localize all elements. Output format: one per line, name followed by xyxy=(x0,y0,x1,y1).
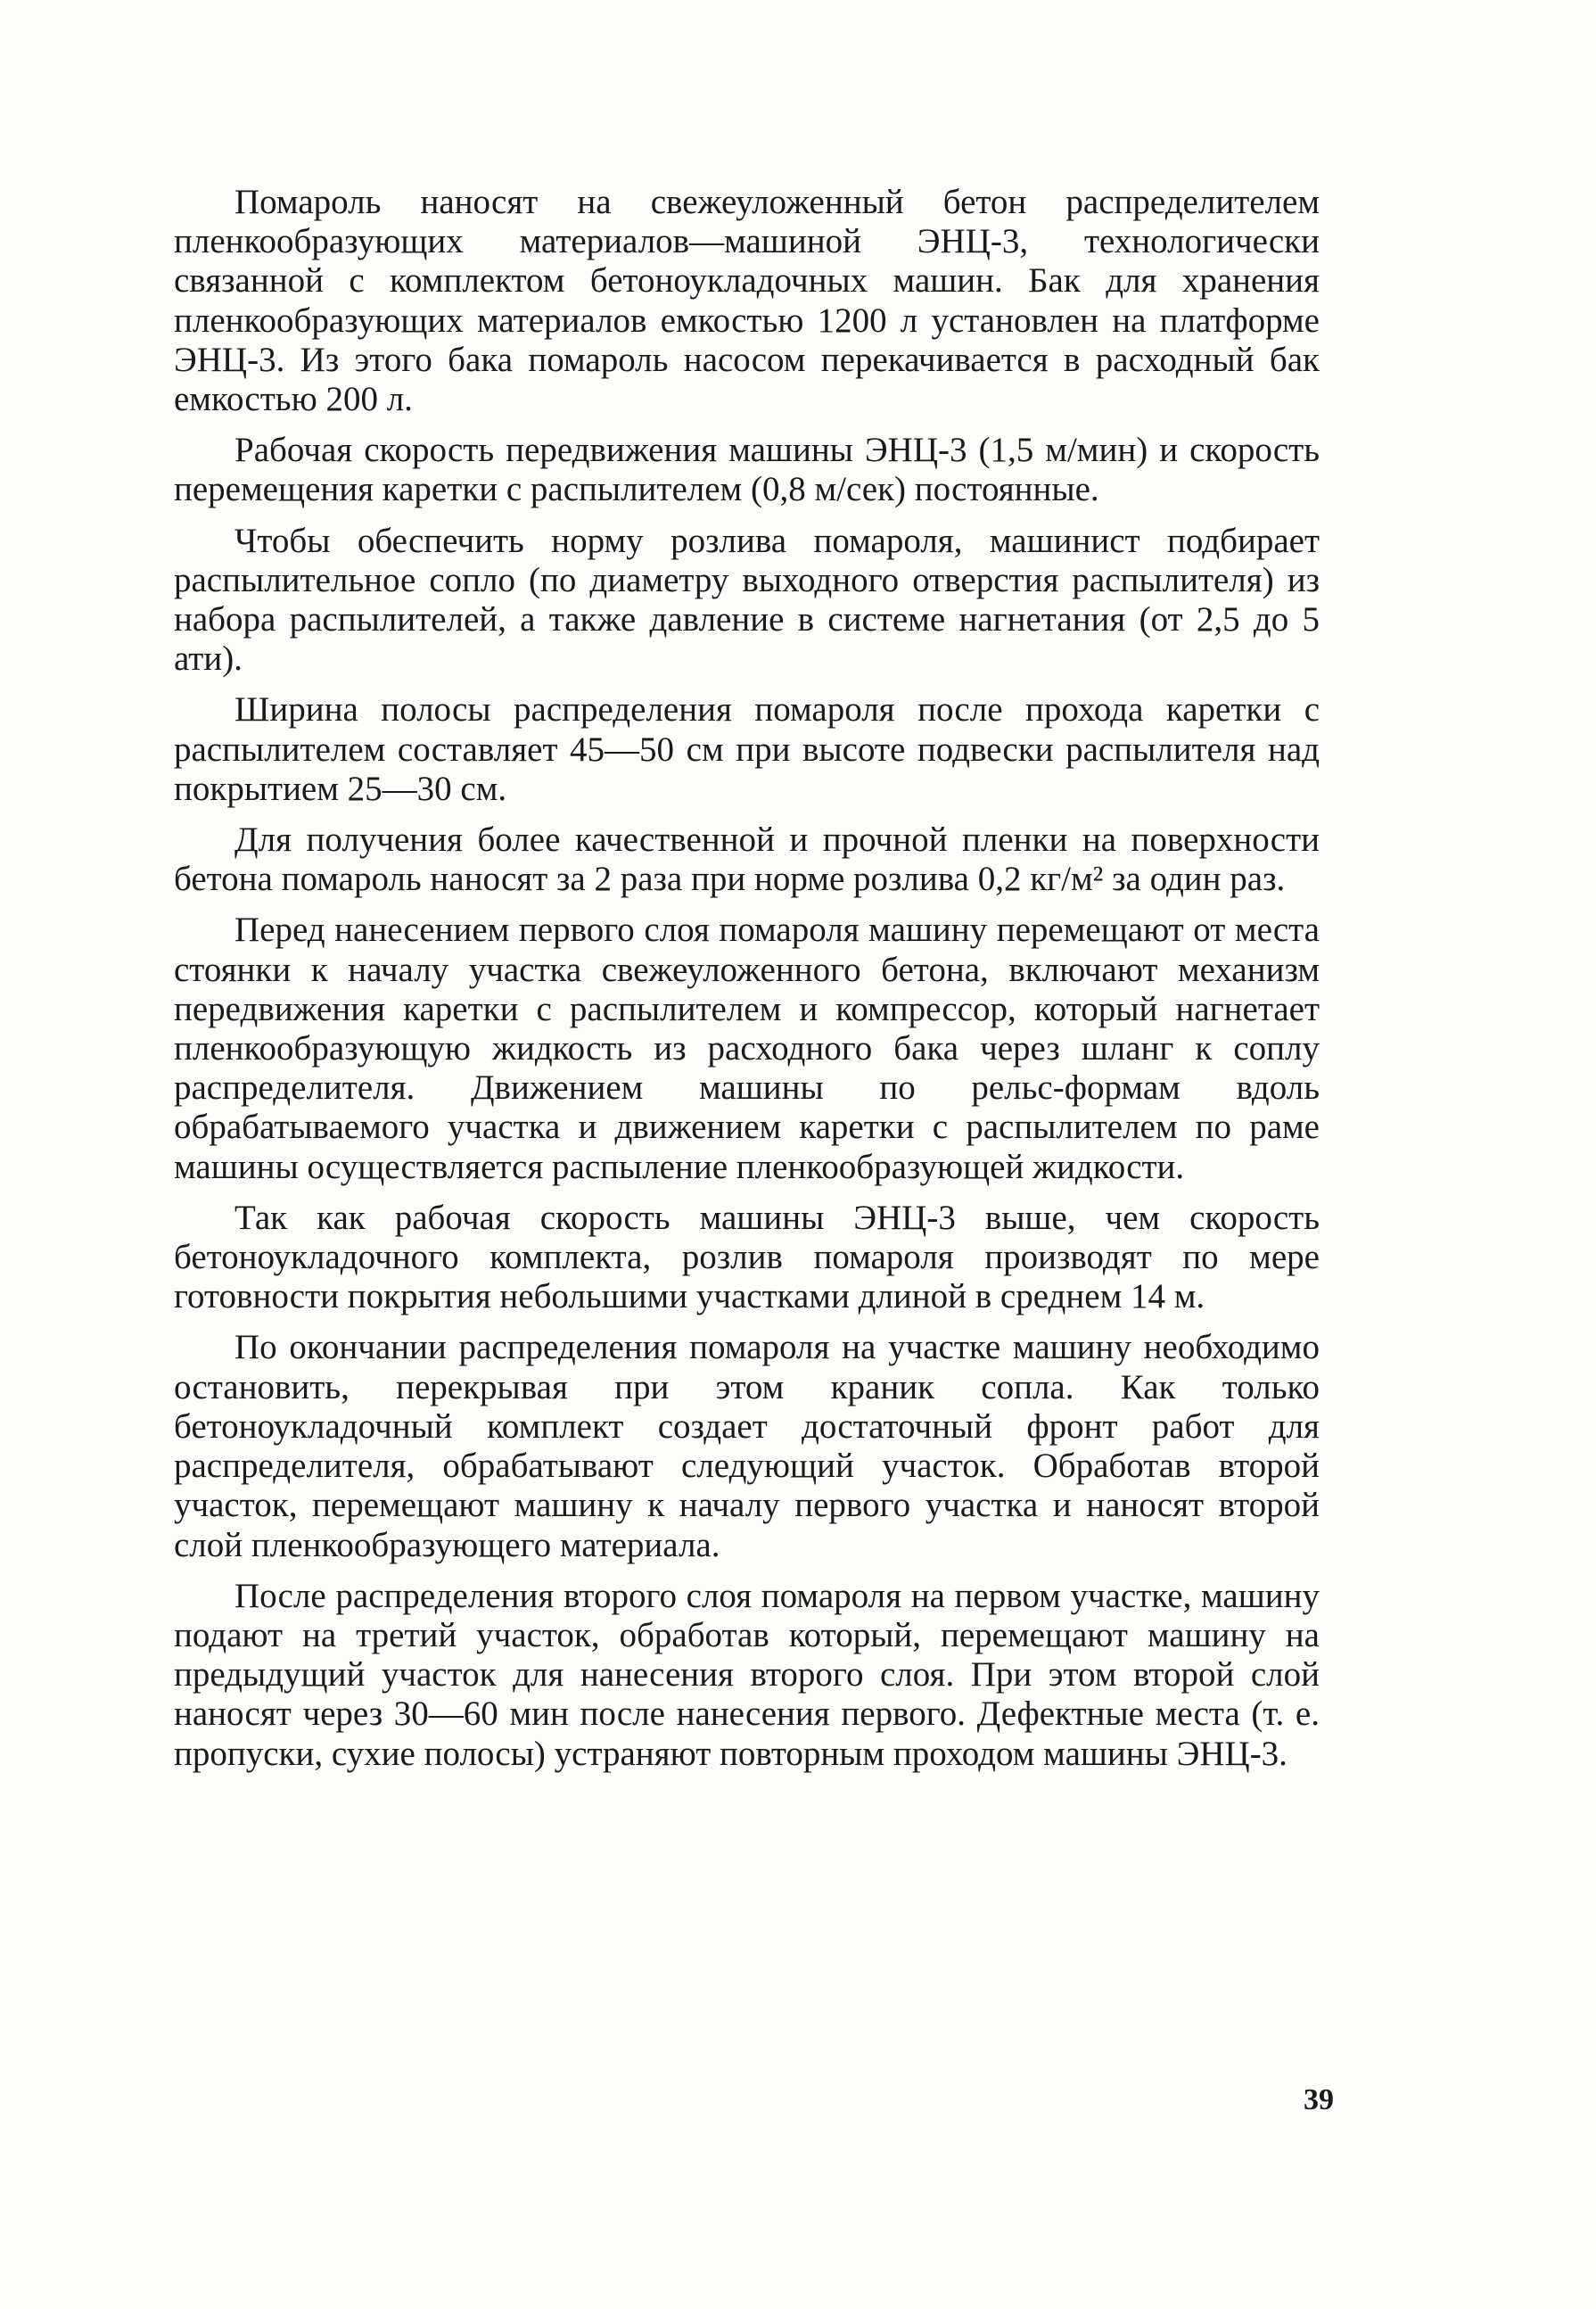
paragraph-working-speed: Рабочая скорость передвижения машины ЭНЦ-3 (1,5 м/мин) и скорость перемещения каретки с распылителем (0,8 м/сек) постоянные. xyxy=(174,431,1320,509)
paragraph-pomarol-application: Помароль наносят на свежеуложенный бетон распределителем пленкообразующих материалов—машиной ЭНЦ-3, технологически связанной с комплектом бетоноукладочных машин. Бак для хранения пленкообразующих материалов емкостью 1200 л установлен на платформе ЭНЦ-3. Из этого бака помароль насосом перекачивается в расходный бак емкостью 200 л. xyxy=(174,183,1320,419)
body-text xyxy=(174,183,1320,1774)
paragraph-two-layers: Для получения более качественной и прочной пленки на поверхности бетона помароль наносят за 2 раза при норме розлива 0,2 кг/м² за один раз. xyxy=(174,821,1320,899)
paragraph-second-layer: После распределения второго слоя помароля на первом участке, машину подают на третий участок, обработав который, перемещают машину на предыдущий участок для нанесения второго слоя. При этом второй слой наносят через 30—60 мин после нанесения первого. Дефектные места (т. е. пропуски, сухие полосы) устраняют повторным проходом машины ЭНЦ-3. xyxy=(174,1576,1320,1773)
paragraph-pouring-norm: Чтобы обеспечить норму розлива помароля, машинист подбирает распылительное сопло (по диаметру выходного отверстия распылителя) из набора распылителей, а также давление в системе нагнетания (от 2,5 до 5 ати). xyxy=(174,521,1320,679)
paragraph-next-section: По окончании распределения помароля на участке машину необходимо остановить, перекрывая при этом краник сопла. Как только бетоноукладочный комплект создает достаточный фронт работ для распределителя, обрабатывают следующий участок. Обработав второй участок, перемещают машину к началу первого участка и наносят второй слой пленкообразующего материала. xyxy=(174,1328,1320,1564)
paragraph-strip-width: Ширина полосы распределения помароля после прохода каретки с распылителем составляет 45—50 см при высоте подвески распылителя над покрытием 25—30 см. xyxy=(174,690,1320,808)
page-number: 39 xyxy=(1304,2083,1334,2116)
paragraph-section-length: Так как рабочая скорость машины ЭНЦ-3 выше, чем скорость бетоноукладочного комплекта, розлив помароля производят по мере готовности покрытия небольшими участками длиной в среднем 14 м. xyxy=(174,1198,1320,1316)
paragraph-first-layer-procedure: Перед нанесением первого слоя помароля машину перемещают от места стоянки к началу участка свежеуложенного бетона, включают механизм передвижения каретки с распылителем и компрессор, который нагнетает пленкообразующую жидкость из расходного бака через шланг к соплу распределителя. Движением машины по рельс-формам вдоль обрабатываемого участка и движением каретки с распылителем по раме машины осуществляется распыление пленкообразующей жидкости. xyxy=(174,911,1320,1186)
